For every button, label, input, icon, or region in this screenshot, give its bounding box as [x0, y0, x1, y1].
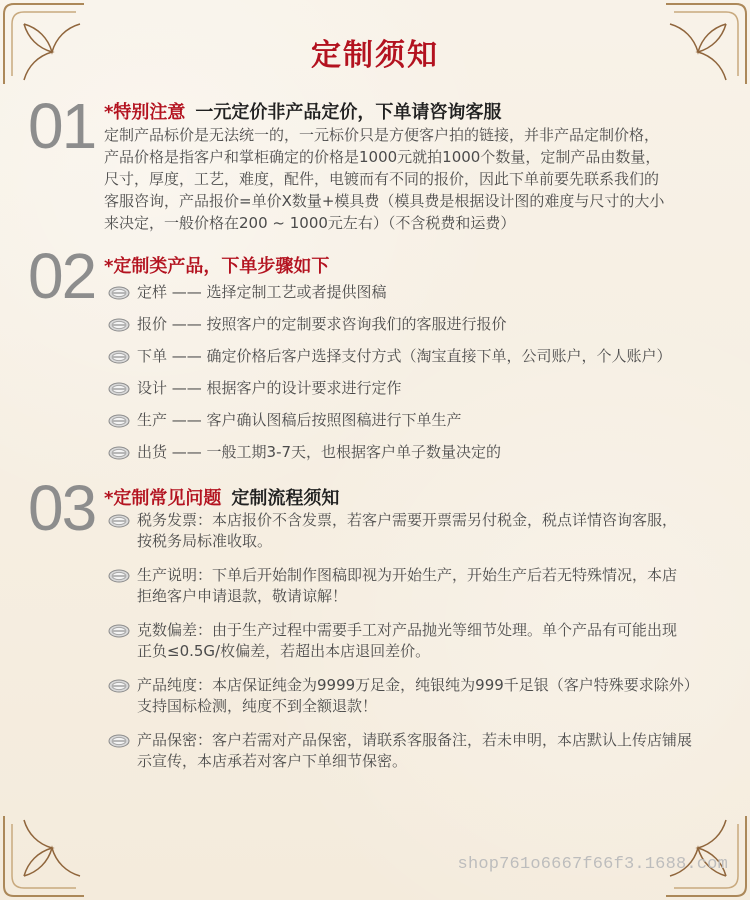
paragraph-line: 客服咨询，产品报价=单价X数量+模具费（模具费是根据设计图的难度与尺寸的大小	[104, 192, 665, 210]
silver-oval-badge-icon	[108, 446, 130, 460]
list-item-text: 报价 —— 按照客户的定制要求咨询我们的客服进行报价	[137, 315, 507, 333]
silver-oval-badge-icon	[108, 679, 130, 693]
faq-line: 生产说明：下单后开始制作图稿即视为开始生产，开始生产后若无特殊情况，本店	[137, 566, 678, 584]
paragraph-line: 来决定，一般价格在200 ~ 1000元左右）（不含税费和运费）	[104, 214, 516, 232]
section-heading	[104, 252, 329, 278]
faq-line: 示宣传，本店承若对客户下单细节保密。	[137, 752, 408, 770]
list-item	[108, 282, 728, 303]
faq-item-text	[137, 565, 677, 607]
section-heading	[104, 98, 501, 124]
faq-line: 克数偏差：由于生产过程中需要手工对产品抛光等细节处理。单个产品有可能出现	[137, 621, 678, 639]
list-item	[108, 565, 728, 607]
faq-line: 拒绝客户申请退款，敬请谅解！	[137, 587, 348, 605]
list-item-text: 出货 —— 一般工期3-7天，也根据客户单子数量决定的	[137, 443, 502, 461]
faq-item-text	[137, 510, 677, 552]
faq-line: 正负≤0.5G/枚偏差，若超出本店退回差价。	[137, 642, 431, 660]
silver-oval-badge-icon	[108, 382, 130, 396]
paragraph-line: 定制产品标价是无法统一的，一元标价只是方便客户拍的链接，并非产品定制价格，	[104, 126, 660, 144]
silver-oval-badge-icon	[108, 624, 130, 638]
section-heading-highlight: *定制类产品，下单步骤如下	[104, 256, 330, 277]
section-number: 01	[28, 90, 96, 162]
section-heading-text: 定制流程须知	[231, 488, 340, 509]
silver-oval-badge-icon	[108, 514, 130, 528]
silver-oval-badge-icon	[108, 318, 130, 332]
list-item-text: 设计 —— 根据客户的设计要求进行定作	[137, 379, 402, 397]
faq-item-text	[137, 675, 699, 717]
list-item	[108, 378, 728, 399]
page-title: 定制须知	[311, 38, 439, 73]
list-item-text: 下单 —— 确定价格后客户选择支付方式（淘宝直接下单，公司账户，个人账户）	[137, 347, 672, 365]
silver-oval-badge-icon	[108, 414, 130, 428]
list-item	[108, 620, 728, 662]
paragraph-line: 产品价格是指客户和掌柜确定的价格是1000元就拍1000个数量，定制产品由数量，	[104, 148, 661, 166]
list-item-text: 生产 —— 客户确认图稿后按照图稿进行下单生产	[137, 411, 462, 429]
faq-item-text	[137, 620, 677, 662]
list-item	[108, 346, 728, 367]
faq-line: 按税务局标准收取。	[137, 532, 273, 550]
shop-url: shop761o6667f66f3.1688.com	[457, 855, 728, 874]
list-item	[108, 730, 728, 772]
section-number: 02	[28, 240, 96, 312]
faq-list	[108, 510, 728, 772]
ornamental-corner-icon	[0, 812, 88, 900]
faq-item-text	[137, 730, 692, 772]
silver-oval-badge-icon	[108, 286, 130, 300]
section-heading	[104, 484, 339, 510]
section-heading-highlight: *特别注意	[104, 102, 186, 123]
list-item-text: 定样 —— 选择定制工艺或者提供图稿	[137, 283, 387, 301]
silver-oval-badge-icon	[108, 734, 130, 748]
list-item	[108, 442, 728, 463]
list-item	[108, 314, 728, 335]
silver-oval-badge-icon	[108, 350, 130, 364]
section-number: 03	[28, 472, 96, 544]
faq-line: 产品保密：客户若需对产品保密，请联系客服备注，若未申明，本店默认上传店铺展	[137, 731, 693, 749]
faq-line: 产品纯度：本店保证纯金为9999万足金，纯银纯为999千足银（客户特殊要求除外）	[137, 676, 699, 694]
faq-line: 税务发票：本店报价不含发票，若客户需要开票需另付税金，税点详情咨询客服，	[137, 511, 678, 529]
paragraph-line: 尺寸，厚度，工艺，难度，配件，电镀而有不同的报价，因此下单前要先联系我们的	[104, 170, 660, 188]
section-paragraph	[104, 124, 724, 234]
section-heading-highlight: *定制常见问题	[104, 488, 222, 509]
list-item	[108, 510, 728, 552]
step-list	[108, 282, 728, 463]
silver-oval-badge-icon	[108, 569, 130, 583]
list-item	[108, 410, 728, 431]
faq-line: 支持国标检测，纯度不到全额退款！	[137, 697, 378, 715]
list-item	[108, 675, 728, 717]
section-heading-text: 一元定价非产品定价，下单请咨询客服	[195, 102, 502, 123]
